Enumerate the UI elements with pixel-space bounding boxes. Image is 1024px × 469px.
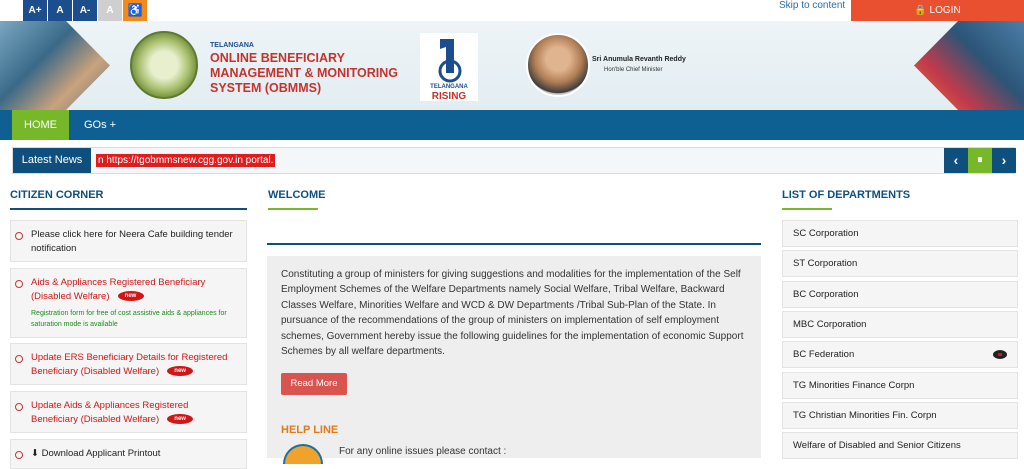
login-button[interactable] [851, 0, 1024, 21]
helpline-title: HELP LINE [281, 424, 339, 436]
department-item[interactable]: TG Minorities Finance Corpn [782, 372, 1018, 399]
cm-name: Sri Anumula Revanth Reddy [592, 56, 686, 63]
telangana-rising-logo [420, 33, 478, 101]
banner-photo-left [0, 21, 110, 110]
department-item[interactable]: BC Corporation [782, 281, 1018, 308]
contrast-button[interactable]: A [98, 0, 122, 21]
department-item[interactable]: Welfare of Disabled and Senior Citizens [782, 432, 1018, 459]
citizen-item[interactable] [10, 220, 247, 262]
welcome-divider [267, 243, 761, 245]
bullet-icon [15, 232, 23, 240]
login-label: LOGIN [929, 5, 961, 16]
nav-home[interactable]: HOME [12, 110, 69, 140]
department-item[interactable]: SC Corporation [782, 220, 1018, 247]
news-ticker [12, 147, 1015, 174]
citizen-corner-title: CITIZEN CORNER [10, 189, 104, 201]
nav-gos[interactable]: GOs + [84, 119, 117, 131]
welcome-title: WELCOME [268, 189, 326, 201]
site-title: ONLINE BENEFICIARY MANAGEMENT & MONITORING SYSTEM (OBMMS) [210, 51, 398, 95]
skip-to-content-link[interactable]: Skip to content [779, 0, 846, 11]
read-more-button[interactable]: Read More [281, 373, 347, 395]
citizen-item-label: Update Aids & Appliances Registered Beneficiary (Disabled Welfare) [31, 400, 189, 425]
new-badge: new [167, 414, 193, 424]
citizen-item-label: Aids & Appliances Registered Beneficiary (Disabled Welfare) [31, 277, 206, 302]
helpline-icon [283, 444, 323, 464]
citizen-item-label: Please click here for Neera Cafe building tender notification [31, 229, 233, 254]
header-banner [0, 21, 1024, 110]
main-nav [0, 110, 1024, 140]
department-item[interactable] [782, 341, 1018, 368]
department-item[interactable]: ST Corporation [782, 250, 1018, 277]
new-badge: new [118, 291, 144, 301]
new-badge: new [167, 366, 193, 376]
bullet-icon [15, 355, 23, 363]
citizen-item[interactable] [10, 439, 247, 469]
news-prev-button[interactable]: ‹ [944, 148, 968, 173]
svg-text:RISING: RISING [431, 91, 467, 101]
lock-icon: 🔒 [914, 5, 927, 16]
state-name: TELANGANA [210, 42, 254, 49]
citizen-corner-divider [10, 208, 247, 210]
news-text[interactable]: n https://tgobmmsnew.cgg.gov.in portal. [98, 155, 274, 166]
font-decrease-button[interactable]: A- [73, 0, 97, 21]
welcome-title-underline [268, 208, 318, 210]
citizen-item[interactable] [10, 391, 247, 433]
new-indicator-icon [993, 350, 1007, 359]
banner-photo-right [914, 21, 1024, 110]
news-label: Latest News [13, 148, 91, 173]
bullet-icon [15, 403, 23, 411]
department-item[interactable]: TG Christian Minorities Fin. Corpn [782, 402, 1018, 429]
citizen-item[interactable] [10, 268, 247, 338]
font-normal-button[interactable]: A [48, 0, 72, 21]
citizen-item-label: Update ERS Beneficiary Details for Registered Beneficiary (Disabled Welfare) [31, 352, 228, 377]
department-item-label: BC Federation [793, 349, 855, 360]
download-icon: ⬇ [31, 448, 39, 459]
telangana-emblem-logo [130, 31, 198, 99]
font-increase-button[interactable]: A+ [23, 0, 47, 21]
citizen-item-subtext: Registration form for free of cost assistive aids & appliances for saturation mode is available [31, 310, 227, 328]
svg-text:TELANGANA: TELANGANA [430, 84, 468, 90]
department-item[interactable]: MBC Corporation [782, 311, 1018, 338]
citizen-item[interactable] [10, 343, 247, 385]
news-pause-button[interactable]: ⏸ [968, 148, 992, 173]
bullet-icon [15, 280, 23, 288]
welcome-text: Constituting a group of ministers for giving suggestions and modalities for the implementation of the Self Employment Schemes of the Welfare Departments namely Social Welfare, Tribal Welfare, Backward Classes Welfare, Minorities Welfare and WCD & DW Departments /Tribal Sub-Plan of the State. In pursuance of the recommendations of the group of ministers on implementation of self employment schemes, Government hereby issue the following guidelines for the implementation of economic Support Schemes by all welfare departments. [281, 269, 744, 358]
wheelchair-icon[interactable]: ♿ [123, 0, 147, 21]
welcome-panel [267, 256, 761, 458]
cm-role: Hon'ble Chief Minister [604, 67, 663, 73]
helpline-text: For any online issues please contact : [339, 446, 507, 457]
departments-title: LIST OF DEPARTMENTS [782, 189, 911, 201]
chief-minister-photo [526, 33, 590, 97]
news-next-button[interactable]: › [992, 148, 1016, 173]
citizen-item-label: Download Applicant Printout [41, 448, 161, 459]
departments-title-underline [782, 208, 832, 210]
